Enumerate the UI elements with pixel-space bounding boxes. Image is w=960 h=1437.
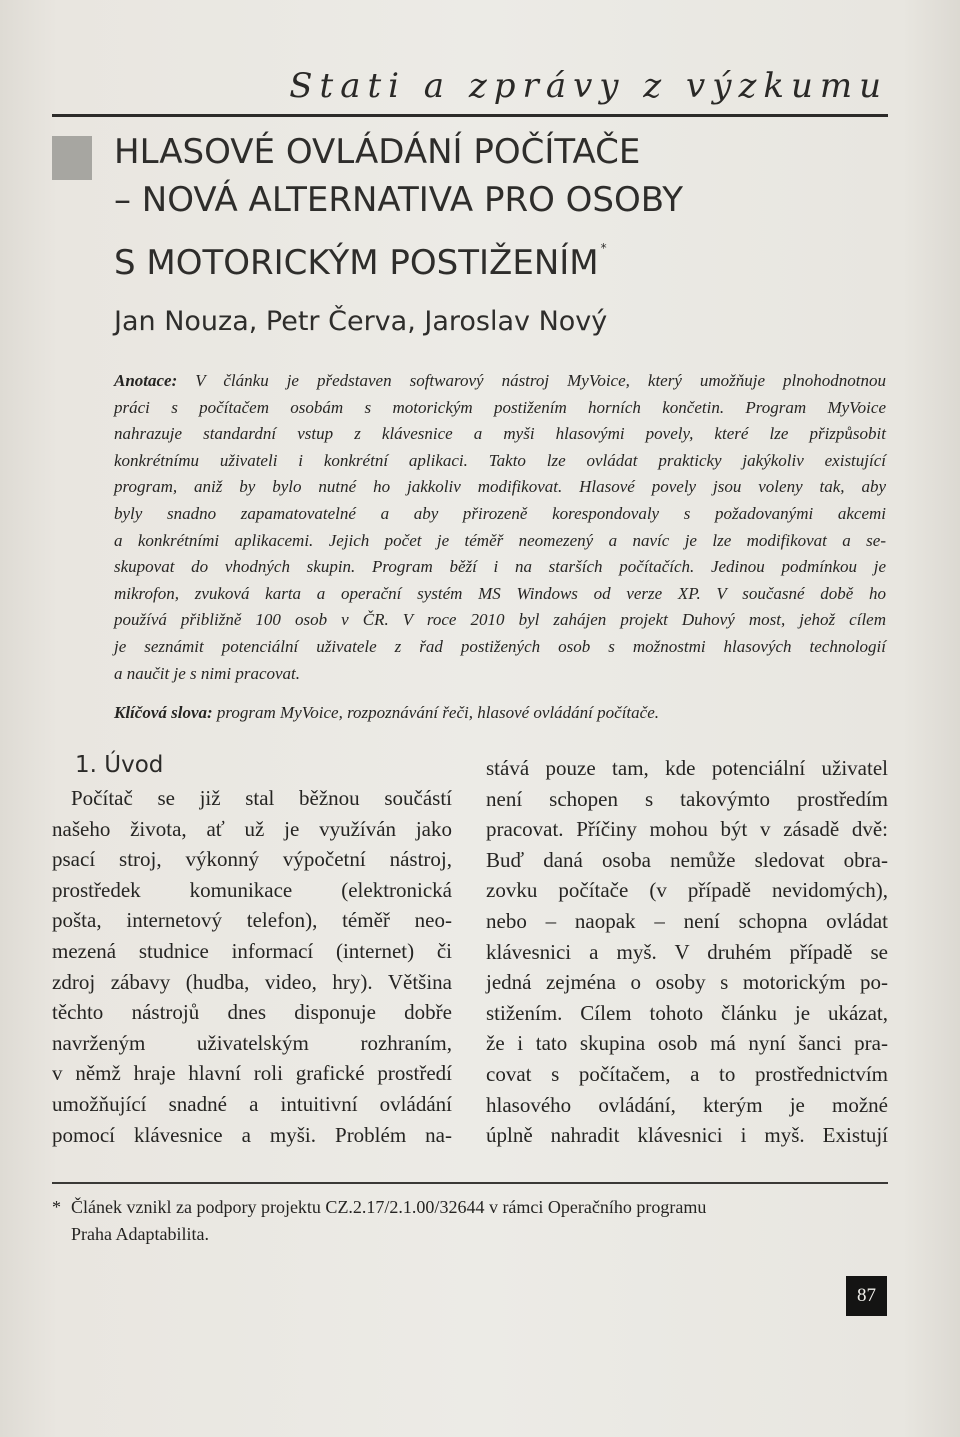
body-column-right bbox=[486, 753, 888, 1151]
body-line: zovku počítače (v případě nevidomých), bbox=[486, 878, 888, 903]
abstract-line bbox=[114, 368, 886, 395]
body-line: pracovat. Příčiny mohou být v zásadě dvě: bbox=[486, 817, 888, 842]
body-line: prostředek komunikace (elektronická bbox=[52, 877, 452, 902]
body-line: našeho života, ať už je využíván jako bbox=[52, 816, 452, 841]
abstract-line-text: V článku je představen softwarový nástroj MyVoice, který umožňuje plnohodnotnou bbox=[195, 371, 886, 390]
abstract-line: práci s počítačem osobám s motorickým postižením horních končetin. Program MyVoice bbox=[114, 397, 886, 417]
abstract-line: je seznámit potenciální uživatele z řad postižených osob s možnostmi hlasových technologií bbox=[114, 636, 886, 656]
abstract-line: program, aniž by bylo nutné ho jakkoliv modifikovat. Hlasové povely jsou voleny tak, aby bbox=[114, 477, 886, 497]
body-line: navrženým uživatelským rozhraním, bbox=[52, 1030, 452, 1055]
abstract-line: konkrétnímu uživateli i konkrétní aplikaci. Takto lze ovládat prakticky jakýkoliv existující bbox=[114, 450, 886, 470]
title-marker-square bbox=[52, 136, 92, 180]
title-line-3-text: S MOTORICKÝM POSTIŽENÍM bbox=[114, 243, 599, 283]
section-heading: 1. Úvod bbox=[75, 752, 164, 778]
body-line: pošta, internetový telefon), téměř neo- bbox=[52, 908, 452, 933]
title-line-1: HLASOVÉ OVLÁDÁNÍ POČÍTAČE bbox=[114, 132, 641, 172]
abstract-line: skupovat do vhodných skupin. Program běží i na starších počítačích. Jedinou podmínkou je bbox=[114, 557, 886, 577]
author-list: Jan Nouza, Petr Červa, Jaroslav Nový bbox=[114, 306, 608, 337]
keywords-text: program MyVoice, rozpoznávání řeči, hlasové ovládání počítače. bbox=[216, 703, 659, 722]
body-line: jedná zejména o osoby s motorickým po- bbox=[486, 970, 888, 995]
keywords bbox=[114, 703, 886, 723]
body-line: klávesnici a myš. V druhém případě se bbox=[486, 939, 888, 964]
body-line: že i tato skupina osob má nyní šanci pra- bbox=[486, 1031, 888, 1056]
title-line-3 bbox=[114, 224, 874, 287]
body-line: pomocí klávesnice a myši. Problém na- bbox=[52, 1122, 452, 1147]
abstract-label: Anotace: bbox=[114, 371, 178, 390]
abstract-line: nahrazuje standardní vstup z klávesnice a myši hlasovými povely, které lze přizpůsobit bbox=[114, 424, 886, 444]
body-line: stižením. Cílem tohoto článku je ukázat, bbox=[486, 1000, 888, 1025]
abstract-line: a naučit je s nimi pracovat. bbox=[114, 663, 301, 683]
body-line: úplně nahradit klávesnici i myš. Existují bbox=[486, 1123, 888, 1148]
body-line: Počítač se již stal běžnou součástí bbox=[71, 786, 452, 810]
footnote bbox=[52, 1194, 888, 1248]
body-line: v němž hraje hlavní roli grafické prostředí bbox=[52, 1061, 452, 1086]
abstract-line: byly snadno zapamatovatelné a aby přirozeně korespondovaly s požadovanými akcemi bbox=[114, 503, 886, 523]
body-line: nebo – naopak – není schopna ovládat bbox=[486, 908, 888, 933]
footnote-rule bbox=[52, 1182, 888, 1184]
body-line: hlasového ovládání, kterým je možné bbox=[486, 1092, 888, 1117]
article-title bbox=[114, 128, 874, 287]
abstract-line: mikrofon, zvuková karta a operační systém MS Windows od verze XP. V současné době ho bbox=[114, 583, 886, 603]
abstract-line: používá přibližně 100 osob v ČR. V roce 2010 byl zahájen projekt Duhový most, jehož cílem bbox=[114, 610, 886, 630]
title-footnote-mark: * bbox=[600, 241, 607, 255]
footnote-mark: * bbox=[52, 1197, 61, 1217]
body-column-left bbox=[52, 783, 452, 1150]
title-line-2: – NOVÁ ALTERNATIVA PRO OSOBY bbox=[114, 180, 683, 220]
body-line: těchto nástrojů dnes disponuje dobře bbox=[52, 1000, 452, 1025]
footnote-text: Článek vznikl za podpory projektu CZ.2.17/2.1.00/32644 v rámci Operačního programu bbox=[71, 1197, 707, 1217]
footnote-line-1 bbox=[52, 1194, 888, 1221]
header-rule bbox=[52, 114, 888, 117]
body-line: covat s počítačem, a to prostřednictvím bbox=[486, 1061, 888, 1086]
body-line: není schopen s takovýmto prostředím bbox=[486, 786, 888, 811]
page-number: 87 bbox=[846, 1276, 887, 1316]
body-line: umožňující snadné a intuitivní ovládání bbox=[52, 1091, 452, 1116]
body-line: psací stroj, výkonný výpočetní nástroj, bbox=[52, 847, 452, 872]
abstract bbox=[114, 368, 886, 687]
footnote-line-2: Praha Adaptabilita. bbox=[71, 1224, 209, 1244]
body-line: mezená studnice informací (internet) či bbox=[52, 938, 452, 963]
body-line: zdroj zábavy (hudba, video, hry). Většina bbox=[52, 969, 452, 994]
section-title: Stati a zprávy z výzkumu bbox=[289, 66, 888, 106]
body-line: Buď daná osoba nemůže sledovat obra- bbox=[486, 847, 888, 872]
keywords-label: Klíčová slova: bbox=[114, 703, 213, 722]
body-line: stává pouze tam, kde potenciální uživatel bbox=[486, 756, 888, 780]
abstract-line: a konkrétními aplikacemi. Jejich počet je téměř neomezený a navíc je lze modifikovat a se- bbox=[114, 530, 886, 550]
